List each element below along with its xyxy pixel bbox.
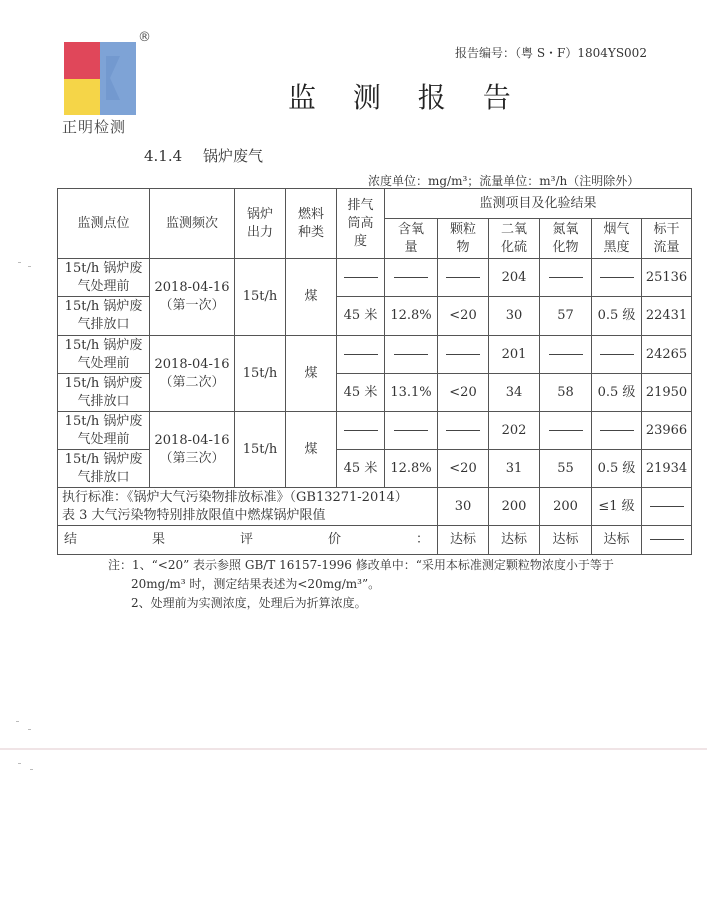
table-row [58,259,692,297]
evaluation-label [58,526,438,555]
evaluation-smoke: 达标 [592,526,642,555]
standard-flow [642,488,692,526]
standard-line-1: 执行标准：《锅炉大气污染物排放标准》（GB13271-2014） [62,489,408,505]
section-number: 4.1.4 [144,147,183,165]
evaluation-so2: 达标 [489,526,540,555]
dash-mark [446,277,480,278]
particulate-cell: <20 [438,450,489,488]
dash-mark [446,430,480,431]
dash-mark [650,539,684,540]
nox-cell: 58 [540,374,592,412]
dash-mark [600,277,634,278]
evaluation-flow [642,526,692,555]
particulate-cell [438,336,489,374]
oxygen-cell: 13.1% [385,374,438,412]
so2-cell: 31 [489,450,540,488]
scan-speck [18,262,21,263]
scan-fold-line [0,748,707,750]
logo-brand-text: 正明检测 [62,118,127,136]
nox-cell: 57 [540,297,592,336]
smoke-cell [592,336,642,374]
dash-mark [344,430,378,431]
stack-height-cell [337,336,385,374]
section-heading [144,145,263,166]
date-run-cell [150,336,235,412]
fuel-cell: 煤 [286,259,337,336]
location-cell: 15t/h 锅炉废气处理前 [58,412,150,450]
header-smoke-blackness: 烟气黑度 [592,219,642,259]
registered-mark: ® [138,30,151,45]
logo-blue-block [100,42,136,115]
flow-cell: 21934 [642,450,692,488]
evaluation-char: ： [415,532,429,547]
header-nox: 氮氧化物 [540,219,592,259]
smoke-cell: 0.5 级 [592,374,642,412]
oxygen-cell: 12.8% [385,450,438,488]
dash-mark [600,430,634,431]
units-note: 浓度单位：mg/m³；流量单位：m³/h（注明除外） [368,174,640,188]
date: 2018-04-16 [154,280,230,295]
fuel-cell: 煤 [286,336,337,412]
so2-cell: 202 [489,412,540,450]
stack-height-cell [337,412,385,450]
evaluation-particulate: 达标 [438,526,489,555]
smoke-cell [592,259,642,297]
evaluation-nox: 达标 [540,526,592,555]
scan-speck [18,763,21,764]
header-boiler-output: 锅炉出力 [235,189,286,259]
scan-speck [16,721,19,722]
standard-smoke: ≤1 级 [592,488,642,526]
date-run-cell [150,412,235,488]
flow-cell: 23966 [642,412,692,450]
standard-row [58,488,692,526]
table-notes [108,556,614,613]
run-label: （第三次） [159,450,225,466]
stack-height-cell: 45 米 [337,450,385,488]
particulate-cell [438,259,489,297]
stack-height-cell [337,259,385,297]
flow-cell: 24265 [642,336,692,374]
flow-cell: 22431 [642,297,692,336]
logo-z-mark-icon [100,42,136,115]
table-row [58,336,692,374]
dash-mark [394,354,428,355]
evaluation-char: 结 [64,532,78,547]
note-2: 2、处理前为实测浓度，处理后为折算浓度。 [131,596,367,610]
header-std-dry-flow: 标干流量 [642,219,692,259]
fuel-cell: 煤 [286,412,337,488]
header-location: 监测点位 [58,189,150,259]
section-title: 锅炉废气 [202,147,263,165]
flow-cell: 25136 [642,259,692,297]
boiler-output-cell: 15t/h [235,412,286,488]
standard-particulate: 30 [438,488,489,526]
stack-height-cell: 45 米 [337,374,385,412]
dash-mark [549,354,583,355]
dash-mark [549,430,583,431]
boiler-emission-table [57,188,692,555]
header-fuel-type: 燃料种类 [286,189,337,259]
date: 2018-04-16 [154,356,230,372]
note-1: 注：1、“<20” 表示参照 GB/T 16157-1996 修改单中：“采用本标准测定颗粒物浓度小于等于 [108,558,614,572]
so2-cell: 201 [489,336,540,374]
oxygen-cell [385,259,438,297]
evaluation-row [58,526,692,555]
location-cell: 15t/h 锅炉废气排放口 [58,374,150,412]
dash-mark [394,430,428,431]
logo-yellow-block [64,79,100,115]
scan-speck [28,729,31,730]
so2-cell: 34 [489,374,540,412]
nox-cell [540,336,592,374]
standard-nox: 200 [540,488,592,526]
report-number: 报告编号：（粤 S・F）1804YS002 [455,46,647,60]
nox-cell [540,259,592,297]
location-cell: 15t/h 锅炉废气处理前 [58,336,150,374]
particulate-cell [438,412,489,450]
date-run-cell [150,259,235,336]
scan-speck [28,266,31,267]
particulate-cell: <20 [438,297,489,336]
header-so2: 二氧化硫 [489,219,540,259]
stack-height-cell: 45 米 [337,297,385,336]
header-stack-height: 排气筒高度 [337,189,385,259]
evaluation-char: 价 [327,532,341,547]
oxygen-cell: 12.8% [385,297,438,336]
oxygen-cell [385,412,438,450]
run-label: （第二次） [159,374,225,390]
location-cell: 15t/h 锅炉废气排放口 [58,450,150,488]
flow-cell: 21950 [642,374,692,412]
dash-mark [600,354,634,355]
evaluation-char: 果 [151,532,165,547]
header-oxygen: 含氧量 [385,219,438,259]
oxygen-cell [385,336,438,374]
smoke-cell: 0.5 级 [592,297,642,336]
location-cell: 15t/h 锅炉废气排放口 [58,297,150,336]
standard-description [58,488,438,526]
run-label: （第一次） [159,298,225,313]
location-cell: 15t/h 锅炉废气处理前 [58,259,150,297]
header-results-group: 监测项目及化验结果 [385,189,692,219]
nox-cell [540,412,592,450]
evaluation-char: 评 [239,532,253,547]
smoke-cell [592,412,642,450]
dash-mark [344,277,378,278]
boiler-output-cell: 15t/h [235,259,286,336]
dash-mark [344,354,378,355]
dash-mark [394,277,428,278]
table-row [58,412,692,450]
standard-line-2: 表 3 大气污染物特别排放限值中燃煤锅炉限值 [62,507,326,523]
page-title: 监 测 报 告 [288,81,525,114]
header-particulate: 颗粒物 [438,219,489,259]
note-1-continued: 20mg/m³ 时，测定结果表述为<20mg/m³”。 [131,577,381,591]
company-logo [62,30,154,136]
boiler-output-cell: 15t/h [235,336,286,412]
so2-cell: 30 [489,297,540,336]
dash-mark [549,277,583,278]
logo-red-block [64,42,100,79]
dash-mark [446,354,480,355]
so2-cell: 204 [489,259,540,297]
header-frequency: 监测频次 [150,189,235,259]
smoke-cell: 0.5 级 [592,450,642,488]
dash-mark [650,506,684,507]
particulate-cell: <20 [438,374,489,412]
nox-cell: 55 [540,450,592,488]
date: 2018-04-16 [154,432,230,448]
scan-speck [30,769,33,770]
standard-so2: 200 [489,488,540,526]
